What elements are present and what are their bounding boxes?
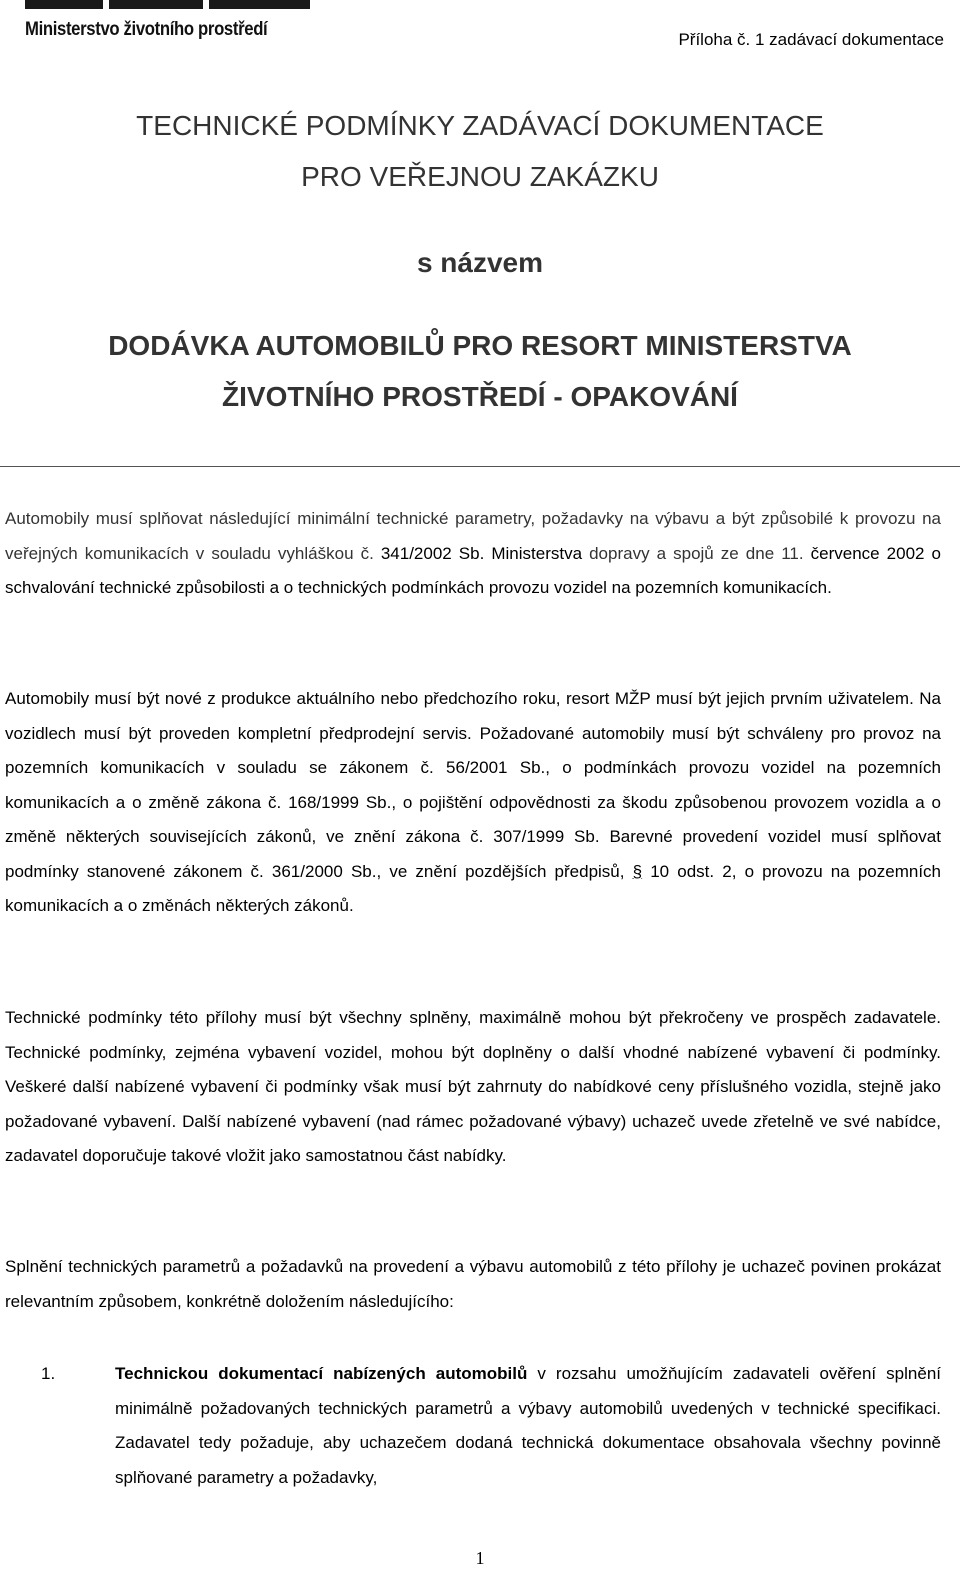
paragraph-4: Splnění technických parametrů a požadavků na provedení a výbavu automobilů z této přílohy je uchazeč povinen prokázat relevantním způsobem, konkrétně doložením následujícího: (5, 1257, 941, 1311)
logo-bars (25, 0, 310, 9)
horizontal-rule (0, 466, 960, 467)
paragraph-1 (5, 502, 941, 606)
paragraph-2-part-1: Automobily musí být nové z produkce aktuálního nebo předchozího roku, resort MŽP musí být jejich prvním uživatelem. Na vozidlech musí být proveden kompletní předprodejní servis. Požadované automobily musí být schváleny pro provoz na pozemních komunikacích v souladu se zákonem č. 56/2001 Sb., o podmínkách provozu vozidel na pozemních komunikacích a o změně zákona č. 168/1999 Sb., o pojištění odpovědnosti za škodu způsobenou provozem vozidla a o změně některých souvisejících zákonů, ve znění zákona č. 307/1999 Sb. Barevné provedení vozidel musí splňovat podmínky stanovené zákonem č. 361/2000 Sb., ve znění pozdějších předpisů, (5, 689, 941, 881)
list-item-text (115, 1357, 941, 1495)
paragraph-1-part-1: Automobily musí splňovat následující minimální technické parametry, požadavky na výbavu a být způsobilé k provozu na veřejných komunikacích v souladu vyhláškou č. (5, 509, 941, 563)
page-number: 1 (475, 1548, 485, 1568)
list-item-number: 1. (41, 1364, 56, 1383)
paragraph-1-part-3: dopravy a spojů ze dne 11. (582, 543, 811, 563)
section-sign: § (632, 861, 643, 881)
logo-text: Ministerstvo životního prostředí (25, 19, 268, 40)
title-line-2: PRO VEŘEJNOU ZAKÁZKU (301, 161, 659, 192)
paragraph-1-part-4: července 2002 o schvalování technické způsobilosti a o technických podmínkách provozu vozidel na pozemních komunikacích. (5, 543, 941, 597)
paragraph-3: Technické podmínky této přílohy musí být všechny splněny, maximálně mohou být překročeny ve prospěch zadavatele. Technické podmínky, zejména vybavení vozidel, mohou být doplněny o další vhodné nabízené vybavení či podmínky. Veškeré další nabízené vybavení či podmínky však musí být zahrnuty do nabídkové ceny příslušného vozidla, stejně jako požadované vybavení. Další nabízené vybavení (nad rámec požadované výbavy) uchazeč uvede zřetelně ve své nabídce, zadavatel doporučuje takové vložit jako samostatnou část nabídky. (5, 1008, 941, 1165)
paragraph-2-part-2: 10 odst. 2, o provozu na pozemních komunikacích a o změnách některých zákonů. (5, 861, 941, 915)
title-line-1: TECHNICKÉ PODMÍNKY ZADÁVACÍ DOKUMENTACE (136, 110, 824, 141)
title-line-4: DODÁVKA AUTOMOBILŮ PRO RESORT MINISTERSTVA (108, 330, 852, 361)
paragraph-2 (5, 682, 941, 924)
title-line-3: s názvem (416, 247, 544, 278)
title-line-5: ŽIVOTNÍHO PROSTŘEDÍ - OPAKOVÁNÍ (222, 381, 738, 412)
list-item-bold: Technickou dokumentací nabízených automobilů (115, 1364, 528, 1383)
paragraph-1-part-2: 341/2002 Sb. Ministerstva (380, 543, 583, 563)
annex-label: Příloha č. 1 zadávací dokumentace (678, 30, 944, 49)
ministry-logo (25, 0, 310, 48)
list-item-body: v rozsahu umožňujícím zadavateli ověření splnění minimálně požadovaných technických parametrů a výbavy automobilů uvedených v technické specifikaci. Zadavatel tedy požaduje, aby uchazečem dodaná technická dokumentace obsahovala všechny povinně splňované parametry a požadavky, (115, 1364, 941, 1487)
